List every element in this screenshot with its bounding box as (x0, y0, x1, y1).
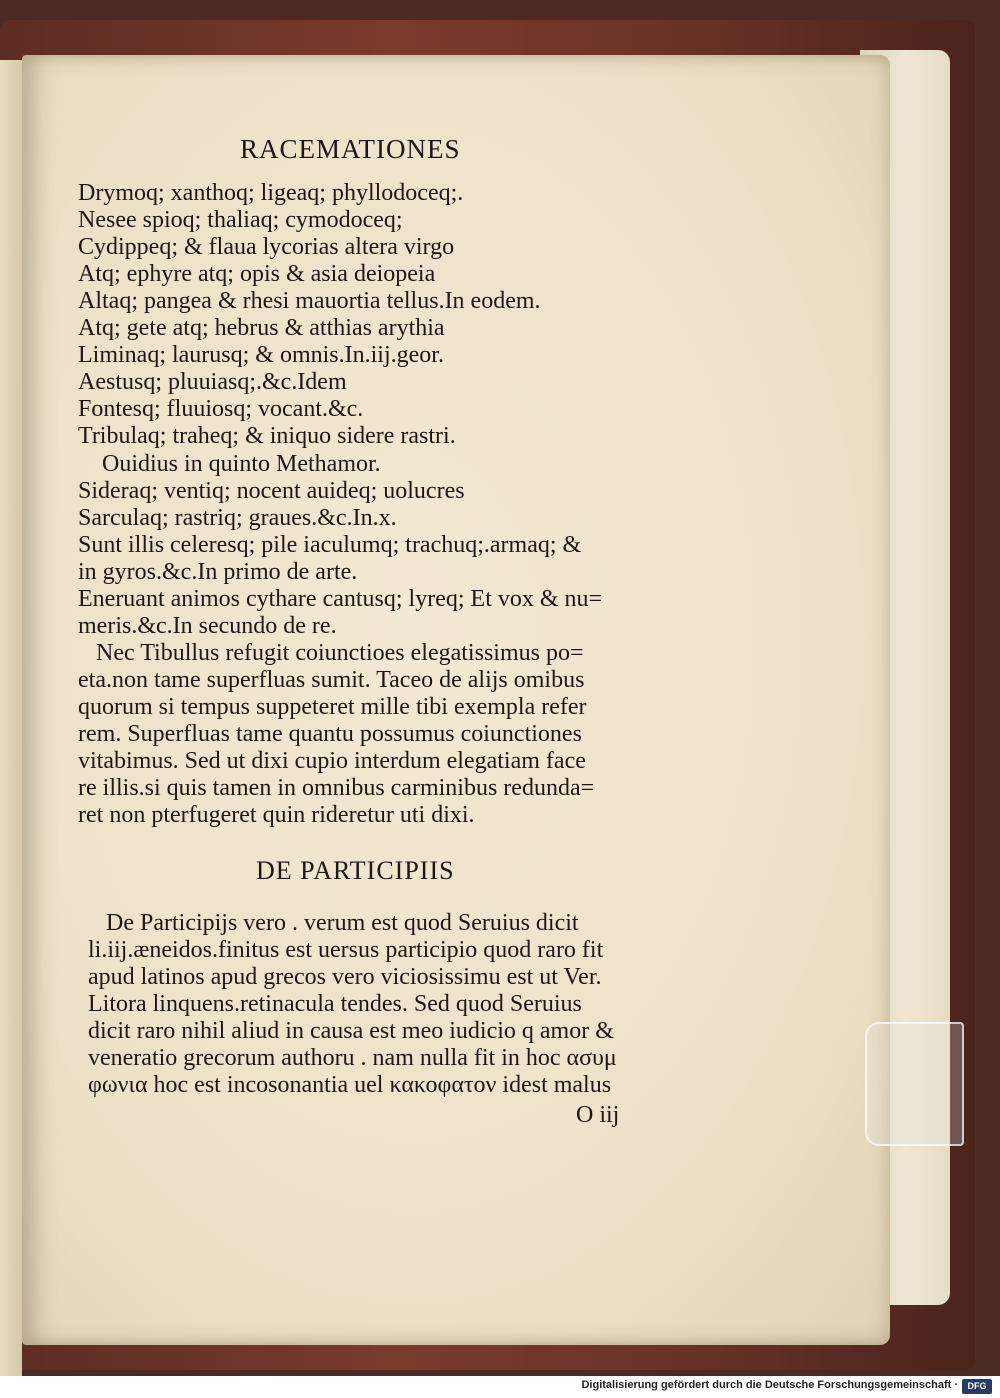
text-line: re illis.si quis tamen in omnibus carminibus redunda= (78, 775, 595, 801)
text-line: vitabimus. Sed ut dixi cupio interdum elegatiam face (78, 748, 586, 774)
text-line: Sunt illis celeresq; pile iaculumq; trachuq;.armaq; & (78, 532, 582, 558)
text-line: meris.&c.In secundo de re. (78, 613, 337, 639)
text-line: eta.non tame superfluas sumit. Taceo de alijs omibus (78, 667, 585, 693)
text-line: Eneruant animos cythare cantusq; lyreq; Et vox & nu= (78, 586, 603, 612)
text-line: Nec Tibullus refugit coiunctioes elegatissimus po= (78, 640, 584, 666)
section-heading: DE PARTICIPIIS (256, 856, 455, 885)
text-line: Atq; gete atq; hebrus & atthias arythia (78, 315, 445, 341)
text-line: Tribulaq; traheq; & iniquo sidere rastri. (78, 423, 456, 449)
text-line: Drymoq; xanthoq; ligeaq; phyllodoceq;. (78, 180, 464, 206)
footer-bar (0, 1376, 1000, 1398)
text-line: Sideraq; ventiq; nocent auideq; uolucres (78, 478, 465, 504)
text-line: in gyros.&c.In primo de arte. (78, 559, 358, 585)
text-line: Nesee spioq; thaliaq; cymodoceq; (78, 207, 403, 233)
dfg-logo-icon: DFG (962, 1379, 992, 1394)
text-line: Atq; ephyre atq; opis & asia deiopeia (78, 261, 436, 287)
text-line: rem. Superfluas tame quantu possumus coiunctiones (78, 721, 582, 747)
running-header: RACEMATIONES (240, 134, 461, 164)
section-line: apud latinos apud grecos vero viciosissimu est ut Ver. (88, 964, 602, 990)
section-line: De Participijs vero . verum est quod Seruius dicit (88, 910, 579, 936)
text-line: Aestusq; pluuiasq;.&c.Idem (78, 369, 347, 395)
section-line: veneratio grecorum authoru . nam nulla fit in hoc ασυμ (88, 1045, 617, 1071)
text-line: quorum si tempus suppeteret mille tibi exempla refer (78, 694, 587, 720)
section-line: φωνια hoc est incosonantia uel κακοφατον idest malus (88, 1072, 612, 1098)
text-line: Altaq; pangea & rhesi mauortia tellus.In eodem. (78, 288, 541, 314)
text-line: Fontesq; fluuiosq; vocant.&c. (78, 396, 364, 422)
funding-credit: Digitalisierung gefördert durch die Deutsche Forschungsgemeinschaft · (581, 1379, 958, 1391)
facing-page-edge (0, 60, 22, 1390)
signature-mark: O iij (576, 1102, 620, 1128)
section-line: Litora linquens.retinacula tendes. Sed quod Seruius (88, 991, 582, 1017)
text-line: Sarculaq; rastriq; graues.&c.In.x. (78, 505, 397, 531)
text-line: ret non pterfugeret quin rideretur uti dixi. (78, 802, 475, 828)
text-line: Liminaq; laurusq; & omnis.In.iij.geor. (78, 342, 444, 368)
text-line: Ouidius in quinto Methamor. (78, 451, 381, 477)
section-line: dicit raro nihil aliud in causa est meo iudicio q amor & (88, 1018, 614, 1044)
text-line: Cydippeq; & flaua lycorias altera virgo (78, 234, 455, 260)
page-clip (865, 1022, 964, 1146)
section-line: li.iij.æneidos.finitus est uersus participio quod raro fit (88, 937, 604, 963)
